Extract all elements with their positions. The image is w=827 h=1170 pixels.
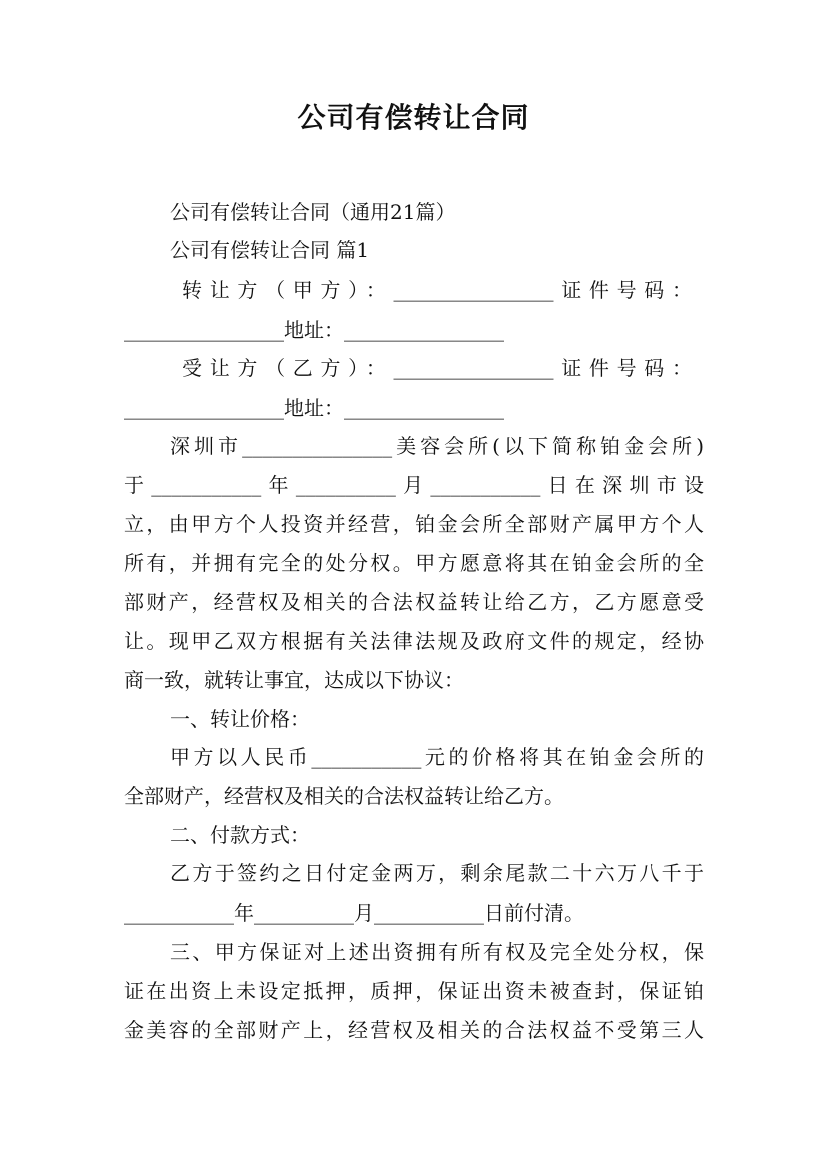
paragraph-line: 受让方（乙方）：________________证件号码： xyxy=(182,356,692,380)
paragraph-line: ________________地址：________________ xyxy=(124,318,504,342)
paragraph-line: 三、甲方保证对上述出资拥有所有权及完全处分权，保 xyxy=(170,940,704,964)
paragraph-line: 所有，并拥有完全的处分权。甲方愿意将其在铂金会所的全 xyxy=(124,551,704,575)
document-subtitle: 公司有偿转让合同（通用21篇） xyxy=(170,200,456,224)
paragraph-line: 证在出资上未设定抵押，质押，保证出资未被查封，保证铂 xyxy=(124,979,704,1003)
paragraph-line: 让。现甲乙双方根据有关法律法规及政府文件的规定，经协 xyxy=(124,629,704,653)
paragraph-line: 商一致，就转让事宜，达成以下协议： xyxy=(124,668,464,692)
paragraph-line: 部财产，经营权及相关的合法权益转让给乙方，乙方愿意受 xyxy=(124,590,704,614)
paragraph-line: ___________年__________月___________日前付清。 xyxy=(124,901,584,925)
paragraph-line: 甲方以人民币___________元的价格将其在铂金会所的 xyxy=(170,745,704,769)
section-heading: 二、付款方式： xyxy=(170,823,310,847)
paragraph-line: 于___________年__________月___________日在深圳市设 xyxy=(124,473,704,497)
chapter-heading: 公司有偿转让合同 篇1 xyxy=(170,238,370,262)
paragraph-line: 乙方于签约之日付定金两万，剩余尾款二十六万八千于 xyxy=(170,861,704,885)
paragraph-line: 转让方（甲方）：________________证件号码： xyxy=(182,278,692,302)
section-heading: 一、转让价格： xyxy=(170,707,310,731)
paragraph-line: 深圳市_______________美容会所(以下简称铂金会所) xyxy=(170,434,704,458)
document-title: 公司有偿转让合同 xyxy=(297,101,530,134)
paragraph-line: 全部财产，经营权及相关的合法权益转让给乙方。 xyxy=(124,784,564,808)
paragraph-line: ________________地址：________________ xyxy=(124,396,504,420)
paragraph-line: 金美容的全部财产上，经营权及相关的合法权益不受第三人 xyxy=(124,1018,704,1042)
paragraph-line: 立，由甲方个人投资并经营，铂金会所全部财产属甲方个人 xyxy=(124,512,704,536)
